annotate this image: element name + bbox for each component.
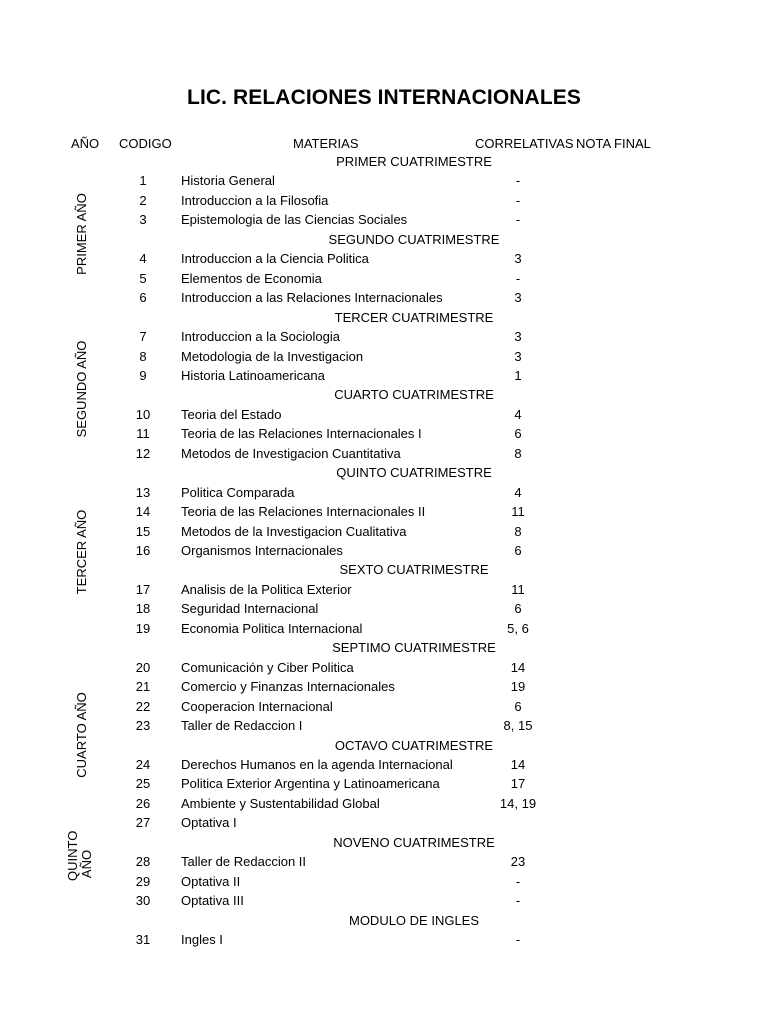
course-row <box>0 718 768 737</box>
course-name: Comercio y Finanzas Internacionales <box>181 679 395 694</box>
course-code: 16 <box>135 543 151 558</box>
course-correlativas: - <box>515 932 521 947</box>
course-code: 27 <box>135 815 151 830</box>
course-correlativas: 17 <box>510 776 526 791</box>
course-row <box>0 874 768 893</box>
course-correlativas: 11 <box>511 582 525 597</box>
course-correlativas: 14 <box>510 757 526 772</box>
course-name: Introduccion a la Ciencia Politica <box>181 251 369 266</box>
course-name: Optativa III <box>181 893 244 908</box>
course-row <box>0 660 768 679</box>
course-name: Analisis de la Politica Exterior <box>181 582 352 597</box>
course-row <box>0 485 768 504</box>
course-code: 20 <box>135 660 151 675</box>
course-correlativas: 14, 19 <box>499 796 537 811</box>
course-row <box>0 212 768 231</box>
section-header: OCTAVO CUATRIMESTRE <box>334 738 494 753</box>
section-header: SEGUNDO CUATRIMESTRE <box>328 232 500 247</box>
course-code: 23 <box>135 718 151 733</box>
year-label-primer: PRIMER AÑO <box>74 193 89 275</box>
course-row <box>0 543 768 562</box>
course-row <box>0 796 768 815</box>
course-row <box>0 582 768 601</box>
course-correlativas: 5, 6 <box>507 621 529 636</box>
year-label-quinto: QUINTO AÑO <box>65 830 94 881</box>
header-nota-final: NOTA FINAL <box>576 136 651 151</box>
course-row <box>0 329 768 348</box>
course-name: Metodos de la Investigacion Cualitativa <box>181 524 407 539</box>
year-label-segundo: SEGUNDO AÑO <box>74 340 89 438</box>
course-correlativas: 6 <box>514 426 522 441</box>
course-code: 10 <box>135 407 151 422</box>
course-row <box>0 446 768 465</box>
course-code: 31 <box>135 932 151 947</box>
section-header: SEPTIMO CUATRIMESTRE <box>332 640 496 655</box>
course-row <box>0 601 768 620</box>
course-row <box>0 621 768 640</box>
course-correlativas: 23 <box>510 854 526 869</box>
course-name: Optativa I <box>181 815 237 830</box>
header-materias: MATERIAS <box>293 136 359 151</box>
course-code: 26 <box>135 796 151 811</box>
course-row <box>0 679 768 698</box>
course-code: 9 <box>139 368 147 383</box>
course-correlativas: - <box>515 874 521 889</box>
course-code: 11 <box>136 426 150 441</box>
course-correlativas: 4 <box>514 407 522 422</box>
course-correlativas: 3 <box>514 251 522 266</box>
course-code: 17 <box>135 582 151 597</box>
course-name: Economia Politica Internacional <box>181 621 363 636</box>
course-name: Teoria de las Relaciones Internacionales II <box>181 504 426 519</box>
course-name: Introduccion a las Relaciones Internacionales <box>181 290 443 305</box>
course-row <box>0 368 768 387</box>
course-row <box>0 893 768 912</box>
course-correlativas: - <box>515 193 521 208</box>
course-code: 13 <box>135 485 151 500</box>
course-name: Optativa II <box>181 874 241 889</box>
course-row <box>0 699 768 718</box>
course-row <box>0 524 768 543</box>
course-correlativas: 1 <box>514 368 522 383</box>
course-code: 15 <box>135 524 151 539</box>
course-correlativas: 8 <box>514 446 522 461</box>
course-name: Comunicación y Ciber Politica <box>181 660 354 675</box>
section-header: MODULO DE INGLES <box>348 913 480 928</box>
course-code: 4 <box>139 251 147 266</box>
course-correlativas: 19 <box>510 679 526 694</box>
course-name: Historia General <box>181 173 275 188</box>
course-name: Introduccion a la Filosofia <box>181 193 329 208</box>
year-label-tercer: TERCER AÑO <box>74 509 89 595</box>
course-code: 24 <box>135 757 151 772</box>
course-name: Teoria del Estado <box>181 407 282 422</box>
course-correlativas: 3 <box>514 349 522 364</box>
course-row <box>0 426 768 445</box>
course-name: Ingles I <box>181 932 223 947</box>
course-correlativas: 8 <box>514 524 522 539</box>
course-code: 2 <box>139 193 147 208</box>
course-name: Introduccion a la Sociologia <box>181 329 340 344</box>
course-correlativas: - <box>515 271 521 286</box>
course-correlativas: 3 <box>514 290 522 305</box>
course-code: 29 <box>135 874 151 889</box>
course-row <box>0 173 768 192</box>
course-name: Epistemologia de las Ciencias Sociales <box>181 212 408 227</box>
course-code: 7 <box>139 329 147 344</box>
section-header: PRIMER CUATRIMESTRE <box>336 154 492 169</box>
course-row <box>0 932 768 951</box>
course-row <box>0 193 768 212</box>
course-code: 12 <box>135 446 151 461</box>
header-codigo: CODIGO <box>119 136 172 151</box>
course-name: Metodologia de la Investigacion <box>181 349 364 364</box>
course-code: 25 <box>135 776 151 791</box>
course-correlativas: 4 <box>514 485 522 500</box>
course-code: 6 <box>139 290 147 305</box>
course-correlativas: 6 <box>514 699 522 714</box>
course-row <box>0 271 768 290</box>
course-code: 8 <box>139 349 147 364</box>
course-code: 22 <box>135 699 151 714</box>
course-correlativas: 14 <box>510 660 526 675</box>
course-correlativas: 8, 15 <box>503 718 533 733</box>
section-header: CUARTO CUATRIMESTRE <box>334 387 494 402</box>
course-name: Taller de Redaccion II <box>181 854 307 869</box>
course-name: Ambiente y Sustentabilidad Global <box>181 796 380 811</box>
course-name: Teoria de las Relaciones Internacionales I <box>181 426 422 441</box>
course-correlativas: 6 <box>514 601 522 616</box>
course-correlativas: 11 <box>511 504 525 519</box>
course-code: 30 <box>135 893 151 908</box>
course-code: 5 <box>139 271 147 286</box>
course-correlativas: 3 <box>514 329 522 344</box>
course-name: Derechos Humanos en la agenda Internacional <box>181 757 453 772</box>
course-correlativas: - <box>515 173 521 188</box>
course-row <box>0 504 768 523</box>
course-name: Politica Exterior Argentina y Latinoamericana <box>181 776 440 791</box>
course-row <box>0 854 768 873</box>
course-correlativas: - <box>515 893 521 908</box>
course-name: Elementos de Economia <box>181 271 322 286</box>
course-name: Cooperacion Internacional <box>181 699 333 714</box>
section-header: NOVENO CUATRIMESTRE <box>333 835 495 850</box>
year-label-cuarto: CUARTO AÑO <box>74 692 89 778</box>
course-name: Politica Comparada <box>181 485 295 500</box>
course-code: 18 <box>135 601 151 616</box>
header-anio: AÑO <box>71 136 100 151</box>
section-header: TERCER CUATRIMESTRE <box>334 310 494 325</box>
course-name: Historia Latinoamericana <box>181 368 325 383</box>
course-name: Metodos de Investigacion Cuantitativa <box>181 446 401 461</box>
course-row <box>0 290 768 309</box>
course-row <box>0 776 768 795</box>
course-name: Organismos Internacionales <box>181 543 343 558</box>
course-correlativas: - <box>515 212 521 227</box>
course-name: Seguridad Internacional <box>181 601 319 616</box>
course-code: 21 <box>135 679 151 694</box>
header-correlativas: CORRELATIVAS <box>475 136 574 151</box>
document-title: LIC. RELACIONES INTERNACIONALES <box>187 86 581 109</box>
course-correlativas: 6 <box>514 543 522 558</box>
course-code: 14 <box>135 504 151 519</box>
course-code: 1 <box>139 173 147 188</box>
section-header: SEXTO CUATRIMESTRE <box>339 562 489 577</box>
course-row <box>0 251 768 270</box>
course-row <box>0 815 768 834</box>
course-code: 19 <box>135 621 151 636</box>
course-row <box>0 757 768 776</box>
course-name: Taller de Redaccion I <box>181 718 303 733</box>
course-row <box>0 349 768 368</box>
section-header: QUINTO CUATRIMESTRE <box>336 465 492 480</box>
course-code: 28 <box>135 854 151 869</box>
course-row <box>0 407 768 426</box>
course-code: 3 <box>139 212 147 227</box>
